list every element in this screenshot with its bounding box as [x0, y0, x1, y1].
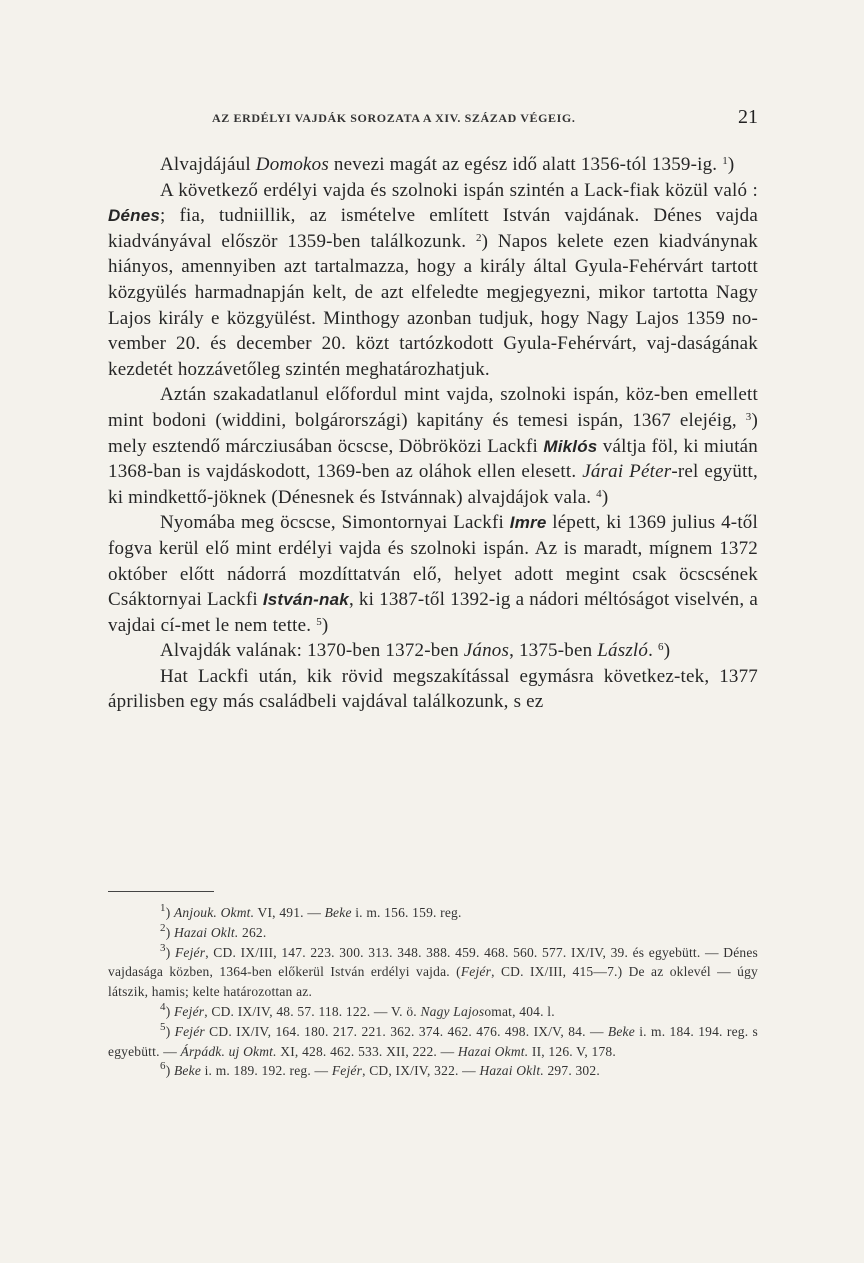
text-run: Aztán szakadatlanul előfordul mint vajda, szolnoki ispán, köz-ben emellett mint bodoni (widdini, bolgárországi) kapitány és temesi ispán, 1367 elejéig, — [108, 384, 758, 431]
footnote-marker: 2 — [160, 921, 166, 934]
footnote — [108, 923, 758, 943]
footnote-marker: 1 — [722, 155, 728, 167]
spaced-name: Imre — [509, 513, 547, 533]
italic-text: Fejér — [173, 1003, 205, 1019]
text-run: , ki 1387-től 1392-ig a nádori méltóságot viselvén, a vajdai cí-met le nem tette. — [108, 589, 758, 636]
footnote-separator — [108, 891, 214, 892]
paragraph — [108, 178, 758, 383]
paragraph — [108, 510, 758, 638]
italic-text: János — [463, 640, 510, 662]
italic-text: László — [597, 640, 649, 662]
text-run: CD. IX/IV, 164. 180. 217. 221. 362. 374. 462. 476. 498. IX/V, 84. — — [204, 1023, 608, 1039]
italic-text: Árpádk. uj Okmt. — [180, 1043, 277, 1059]
text-run: 297. 302. — [543, 1063, 600, 1079]
footnotes — [108, 903, 758, 1081]
page-number: 21 — [738, 106, 758, 128]
italic-text: Hazai Okmt. — [457, 1043, 529, 1059]
spaced-name: Dénes — [108, 206, 161, 226]
italic-text: Fejér — [174, 944, 206, 960]
text-run: i. m. 184. 194. reg. s egyebütt. — — [108, 1023, 758, 1059]
text-run: -rel együtt, ki mindkettő-jöknek (Dénesnek és Istvánnak) alvajdájok vala. — [108, 461, 758, 508]
paragraph — [108, 382, 758, 510]
text-run: , CD. IX/III, 147. 223. 300. 313. 348. 388. 459. 468. 560. 577. IX/IV, 39. és egyebütt. — Dénes vajdasága közben, 1364-ben előkerül István erdélyi vajda. ( — [108, 944, 758, 980]
italic-text: Fejér — [331, 1063, 363, 1079]
italic-text: Fejér — [460, 964, 492, 980]
text-run: nevezi magát az egész idő alatt 1356-tól 1359-ig. — [328, 154, 723, 175]
page-header — [108, 108, 758, 130]
footnote — [108, 903, 758, 923]
text-run: lépett, ki 1369 julius 4-től fogva kerül elő mint erdélyi vajda és szolnoki ispán. Az is maradt, mígnem 1372 október előtt nádorrá mozdíttatván elő, helyet adott megint csak öcscsének Csáktornyai Lackfi — [108, 512, 758, 611]
footnote — [108, 1002, 758, 1022]
footnote-marker: 3 — [160, 941, 166, 954]
italic-text: Járai Péter — [582, 461, 672, 483]
text-run: ) — [663, 640, 671, 662]
text-run: ) — [165, 905, 174, 920]
text-run: ) — [165, 1003, 174, 1019]
footnote — [108, 943, 758, 1002]
text-run: ) Napos kelete ezen kiadványnak hiányos, amennyiben azt tartalmazza, hogy a király által Gyula-Fehérvárt tartott közgyülés harmadnapján kelt, de azt elfeledte megjegyezni, mikor tartotta Nagy Lajos király e közgyülést. Minthogy azonban tudjuk, hogy Nagy Lajos 1359 no-vember 20. és december 20. közt tartózkodott Gyula-Fehérvárt, vaj-daságának kezdetét hozzávetőleg szintén meghatározhatjuk. — [108, 230, 759, 380]
text-run: i. m. 189. 192. reg. — — [201, 1063, 332, 1079]
text-run: váltja föl, ki miután 1368-ban is vajdáskodott, 1369-ben az oláhok ellen elesett. — [108, 435, 759, 483]
footnote-marker: 4 — [596, 487, 602, 500]
footnote-marker: 3 — [745, 410, 752, 423]
italic-text: Anjouk. Okmt. — [173, 905, 255, 920]
footnote-marker: 4 — [160, 1000, 166, 1013]
spaced-name: Miklós — [543, 436, 598, 456]
text-run: II, 126. V, 178. — [528, 1043, 616, 1059]
text-run: ) — [165, 1063, 174, 1079]
text-run: i. m. 156. 159. reg. — [351, 905, 462, 920]
text-run: ) — [321, 614, 329, 636]
paragraph — [108, 152, 758, 178]
italic-text: Hazai Oklt. — [173, 924, 239, 940]
text-run: . — [648, 640, 659, 662]
text-run: Nyomába meg öcscse, Simontornyai Lackfi — [160, 512, 510, 534]
footnote-marker: 2 — [475, 231, 482, 244]
italic-text: Beke — [173, 1063, 202, 1079]
running-title: AZ ERDÉLYI VAJDÁK SOROZATA A XIV. SZÁZAD VÉGEIG. — [212, 111, 576, 125]
paragraph — [108, 664, 758, 715]
text-run: , CD, IX/IV, 322. — — [362, 1063, 480, 1079]
footnote-marker: 6 — [658, 641, 664, 654]
text-run: ) — [601, 486, 609, 508]
text-run: XI, 428. 462. 533. XII, 222. — — [276, 1043, 458, 1059]
italic-text: Nagy Lajos — [420, 1003, 485, 1019]
footnote — [108, 1061, 758, 1081]
italic-text: Beke — [607, 1023, 635, 1039]
spaced-name: István-nak — [262, 590, 349, 610]
text-run: ) — [727, 154, 735, 175]
text-run: VI, 491. — — [254, 905, 325, 920]
footnote-marker: 5 — [316, 615, 322, 628]
footnote — [108, 1022, 758, 1062]
text-run: A következő erdélyi vajda és szolnoki ispán szintén a Lack-fiak közül való : — [160, 179, 758, 201]
text-run: Hat Lackfi után, kik rövid megszakítással egymásra következ-tek, 1377 áprilisben egy más családbeli vajdával találkozunk, s ez — [108, 665, 758, 713]
text-run: , CD. IX/III, 415—7.) De az oklevél — úgy látszik, hamis; kelte határozottan az. — [108, 964, 758, 1000]
italic-text: Fejér — [174, 1023, 205, 1039]
text-run: , 1375-ben — [509, 640, 598, 662]
italic-text: Hazai Oklt. — [479, 1063, 544, 1079]
text-run: 262. — [238, 924, 267, 940]
main-text — [108, 152, 758, 715]
italic-text: Domokos — [255, 154, 329, 175]
footnote-marker: 6 — [160, 1060, 166, 1073]
text-run: ) mely esztendő márcziusában öcscse, Döbröközi Lackfi — [108, 409, 758, 457]
paragraph — [108, 638, 758, 664]
text-run: Alvajdájául — [160, 154, 256, 175]
text-run: , CD. IX/IV, 48. 57. 118. 122. — V. ö. — [204, 1003, 421, 1019]
italic-text: Beke — [324, 905, 352, 920]
text-run: ) — [165, 924, 174, 940]
footnote-marker: 1 — [160, 902, 166, 914]
footnote-marker: 5 — [160, 1020, 166, 1033]
text-run: ; fia, tudniillik, az ismételve említett István vajdának. Dénes vajda kiadványával először 1359-ben találkozunk. — [108, 205, 758, 252]
text-run: ) — [165, 1023, 175, 1039]
text-run: omat, 404. l. — [484, 1003, 555, 1019]
text-run: ) — [165, 944, 175, 960]
text-run: Alvajdák valának: 1370-ben 1372-ben — [160, 640, 464, 662]
